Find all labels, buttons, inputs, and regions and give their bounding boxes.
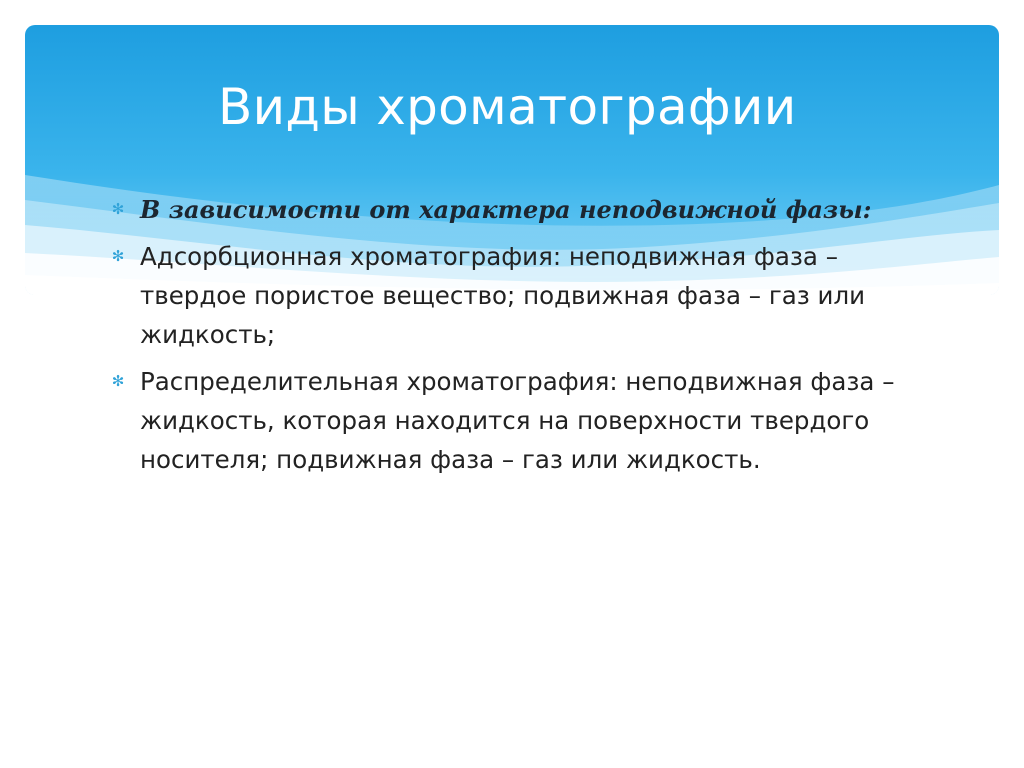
bullet-item — [108, 190, 918, 229]
bullet-text: Распределительная хроматография: неподвижная фаза – жидкость, которая находится на поверхности твердого носителя; подвижная фаза – газ или жидкость. — [140, 367, 895, 474]
bullet-text: Адсорбционная хроматография: неподвижная фаза – твердое пористое вещество; подвижная фаза – газ или жидкость; — [140, 242, 866, 349]
asterisk-icon: ✻ — [111, 247, 125, 265]
bullet-text: В зависимости от характера неподвижной фазы: — [140, 195, 872, 224]
bullet-item — [108, 237, 918, 354]
bullet-list — [108, 190, 918, 487]
asterisk-icon: ✻ — [111, 200, 125, 218]
bullet-item — [108, 362, 918, 479]
slide-title: Виды хроматографии — [218, 78, 797, 136]
asterisk-icon: ✻ — [111, 372, 125, 390]
